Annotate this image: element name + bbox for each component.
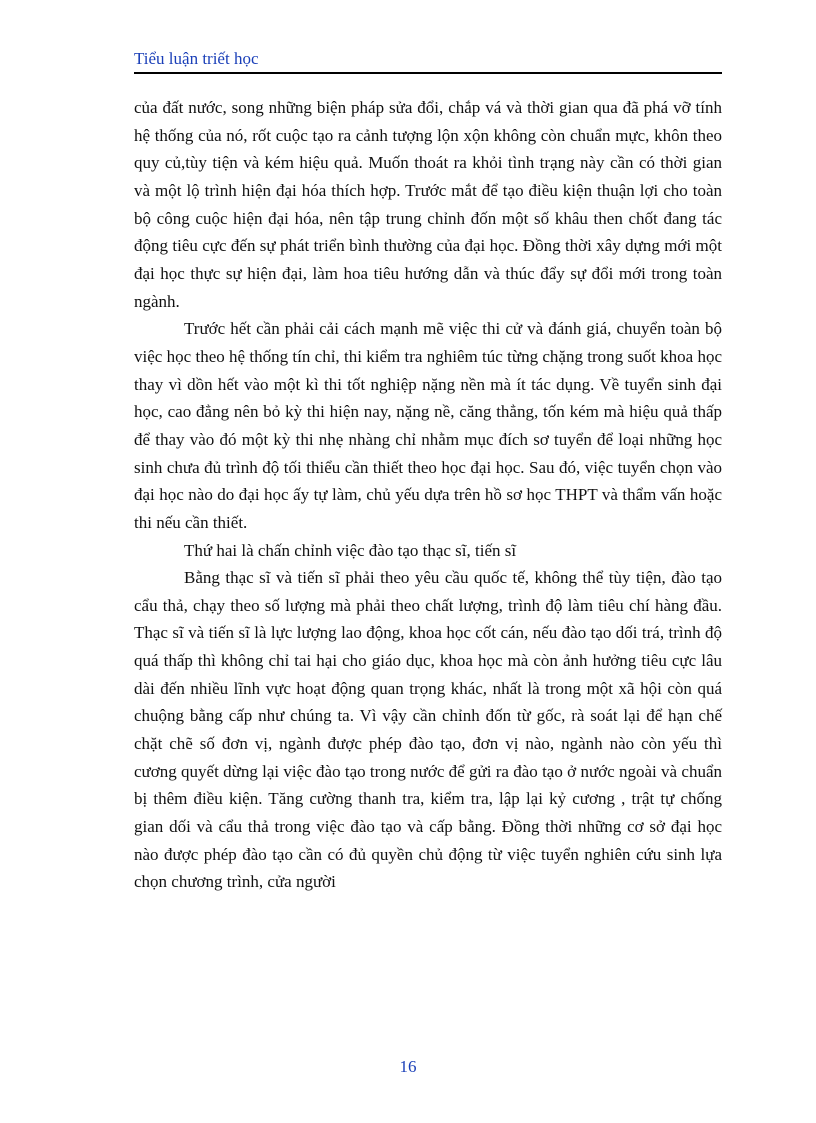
page-header	[134, 48, 722, 74]
page-number: 16	[399, 1057, 417, 1076]
paragraph-continuation: của đất nước, song những biện pháp sửa đổi, chắp vá và thời gian qua đã phá vỡ tính hệ thống của nó, rốt cuộc tạo ra cảnh tượng lộn xộn không còn chuẩn mực, khôn theo quy củ,tùy tiện và kém hiệu quả. Muốn thoát ra khỏi tình trạng này cần có thời gian và một lộ trình hiện đại hóa thích hợp. Trước mắt để tạo điều kiện thuận lợi cho toàn bộ công cuộc hiện đại hóa, nên tập trung chỉnh đốn một số khâu then chốt đang tác động tiêu cực đến sự phát triển bình thường của đại học. Đồng thời xây dựng mới một đại học thực sự hiện đại, làm hoa tiêu hướng dẫn và thúc đẩy sự đổi mới trong toàn ngành.	[134, 98, 722, 311]
paragraph-postgraduate-reform: Bằng thạc sĩ và tiến sĩ phải theo yêu cầu quốc tế, không thể tùy tiện, đào tạo cẩu thả, chạy theo số lượng mà phải theo chất lượng, trình độ làm tiêu chí hàng đầu. Thạc sĩ và tiến sĩ là lực lượng lao động, khoa học cốt cán, nếu đào tạo dối trá, trình độ quá thấp thì không chỉ tai hại cho giáo dục, khoa học mà còn ảnh hưởng tiêu cực lâu dài đến nhiều lĩnh vực hoạt động quan trọng khác, nhất là trong một xã hội còn quá chuộng bằng cấp như chúng ta. Vì vậy cần chỉnh đốn từ gốc, rà soát lại để hạn chế chặt chẽ số đơn vị, ngành được phép đào tạo, đơn vị nào, ngành nào còn yếu thì cương quyết dừng lại việc đào tạo trong nước để gửi ra đào tạo ở nước ngoài và chuẩn bị thêm điều kiện. Tăng cường thanh tra, kiểm tra, lập lại kỷ cương , trật tự chống gian dối và cẩu thả trong việc đào tạo và cấp bằng. Đồng thời những cơ sở đại học nào được phép đào tạo cần có đủ quyền chủ động từ việc tuyển nghiên cứu sinh lựa chọn chương trình, cửa người	[134, 568, 722, 892]
paragraph-exam-reform: Trước hết cần phải cải cách mạnh mẽ việc thi cử và đánh giá, chuyển toàn bộ việc học theo hệ thống tín chỉ, thi kiểm tra nghiêm túc từng chặng trong suốt khoa học thay vì dồn hết vào một kì thi tốt nghiệp nặng nền mà ít tác dụng. Về tuyển sinh đại học, cao đẳng nên bỏ kỳ thi hiện nay, nặng nề, căng thẳng, tốn kém mà hiệu quả thấp để thay vào đó một kỳ thi nhẹ nhàng chỉ nhằm mục đích sơ tuyển để loại những học sinh chưa đủ trình độ tối thiểu cần thiết theo học đại học. Sau đó, việc tuyển chọn vào đại học nào do đại học ấy tự làm, chủ yếu dựa trên hồ sơ học THPT và thẩm vấn hoặc thi nếu cần thiết.	[134, 319, 722, 532]
document-title: Tiểu luận triết học	[134, 49, 259, 68]
page-body	[134, 94, 722, 896]
paragraph-section-heading: Thứ hai là chấn chỉnh việc đào tạo thạc sĩ, tiến sĩ	[184, 540, 517, 560]
